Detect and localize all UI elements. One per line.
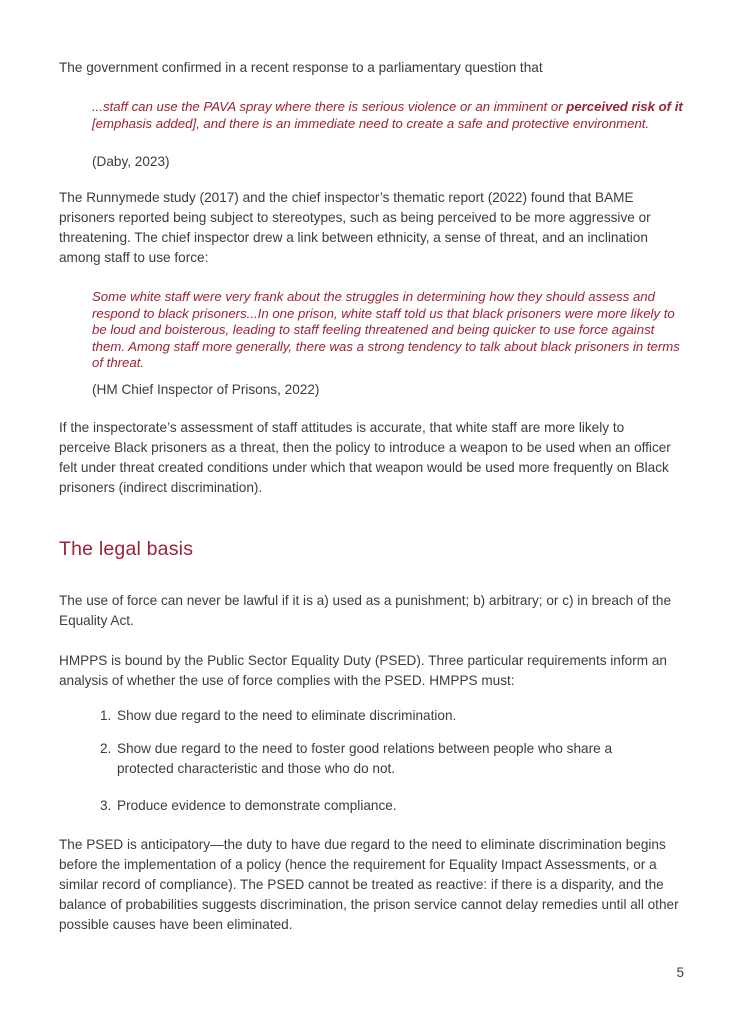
intro-paragraph: The government confirmed in a recent response to a parliamentary question that [59,60,543,75]
list-item-number: 1. [100,708,112,723]
list-item-text: Produce evidence to demonstrate compliance. [117,798,397,813]
list-item-text: Show due regard to the need to eliminate discrimination. [117,708,457,723]
list-item [100,796,660,816]
hmpps-paragraph: HMPPS is bound by the Public Sector Equality Duty (PSED). Three particular requirements inform an analysis of whether the use of force complies with the PSED. HMPPS must: [59,653,667,688]
list-item-number: 2. [100,741,112,756]
psed-paragraph: The PSED is anticipatory—the duty to have due regard to the need to eliminate discrimination begins before the implementation of a policy (hence the requirement for Equality Impact Assessments, or a similar record of compliance). The PSED cannot be treated as reactive: if there is a disparity, and the balance of probabilities suggests discrimination, the prison service cannot delay remedies until all other possible causes have been eliminated. [59,837,679,932]
daby-quote-part1: ...staff can use the PAVA spray where there is serious violence or an imminent or [92,99,567,114]
list-item [100,706,660,726]
runnymede-paragraph: The Runnymede study (2017) and the chief inspector’s thematic report (2022) found that BAME prisoners reported being subject to stereotypes, such as being perceived to be more aggressive or threatening. The chief inspector drew a link between ethnicity, a sense of threat, and an inclination among staff to use force: [59,190,651,265]
page-number: 5 [676,965,684,980]
list-item [100,739,660,778]
section-heading: The legal basis [59,538,194,560]
inspectorate-paragraph: If the inspectorate’s assessment of staff attitudes is accurate, that white staff are more likely to perceive Black prisoners as a threat, then the policy to introduce a weapon to be used when an officer felt under threat created conditions under which that weapon would be used more frequently on Black prisoners (indirect discrimination). [59,420,671,495]
list-item-number: 3. [100,798,112,813]
daby-citation: (Daby, 2023) [92,154,170,169]
daby-quote-part2: [emphasis added], and there is an immediate need to create a safe and protective environment. [92,115,650,131]
daby-quote-emphasis: perceived risk of it [566,99,683,114]
list-item-text: Show due regard to the need to foster good relations between people who share a protected characteristic and those who do not. [117,741,613,776]
inspector-quote: Some white staff were very frank about the struggles in determining how they should assess and respond to black prisoners...In one prison, white staff told us that black prisoners were more likely to be loud and boisterous, leading to staff feeling threatened and being quicker to use force against them. Among staff more generally, there was a strong tendency to talk about black prisoners in terms of threat. [92,289,680,371]
daby-quote [92,99,684,132]
inspector-citation: (HM Chief Inspector of Prisons, 2022) [92,382,320,397]
use-of-force-paragraph: The use of force can never be lawful if it is a) used as a punishment; b) arbitrary; or c) in breach of the Equality Act. [59,593,672,628]
